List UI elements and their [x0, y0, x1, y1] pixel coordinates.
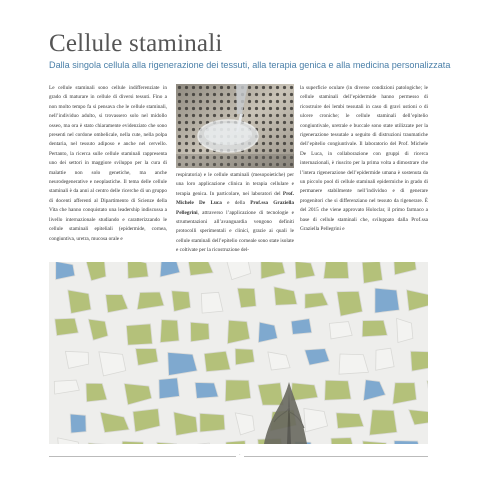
facade-panel: [235, 349, 254, 365]
column-2-paragraph: [176, 171, 294, 256]
facade-panel: [337, 291, 363, 316]
lab-photo: [176, 84, 294, 168]
facade-panel: [237, 288, 256, 308]
facade-panel: [362, 320, 387, 336]
facade-panel: [375, 288, 399, 313]
column-2-text-mid: e della: [221, 200, 251, 207]
column-2-text-end: , attraverso l’applicazione di tecnologie e strumentazioni all’avanguardia vengono definiti protocolli sperimentali e clinici, grazie ai quali le cellule staminali dell’epitelio corneale sono state isolate e coltivate per la ricostruzione del-: [176, 209, 294, 254]
facade-panel: [291, 319, 312, 335]
facade-panel: [188, 262, 213, 276]
facade-panel: [411, 351, 428, 371]
facade-panel: [159, 378, 180, 399]
facade-panel: [376, 348, 394, 370]
column-1-text: Le cellule staminali sono cellule indifferenziate in grado di maturare in cellule di diversi tessuti. Fino a non molto tempo fa si pensava che le cellule staminali, nell’individuo adulto, si trovassero solo nel midollo osseo, ma ora è stato chiaramente evidenziato che sono presenti nel cordone ombelicale, nella cute, nella polpa dentaria, nel tessuto adiposo e anche nel cervello. Pertanto, la ricerca sulle cellule staminali rappresenta uno dei settori in maggiore sviluppo per la cura di malattie non solo genetiche, ma anche neurodegenerative e neoplastiche. Il tema delle cellule staminali è da anni al centro delle ricerche di un gruppo di docenti afferenti al Dipartimento di Scienze della Vita che hanno conquistato una leadership indiscussa a livello internazionale studiando e caratterizzando le cellule staminali epiteliali (epidermide, cornea, congiuntiva, uretra, mucosa orale e: [49, 85, 167, 242]
column-2-text-start: respiratoria) e le cellule staminali (mesopoietiche) per una loro applicazione clinica in terapia cellulare e terapia genica. In particolare, nei laboratori del: [176, 172, 294, 197]
lab-petri-dish-image: [176, 84, 294, 168]
facade-panel: [190, 322, 209, 341]
facade-panel: [331, 438, 355, 444]
text-column-3: [300, 84, 428, 235]
facade-panel: [339, 354, 368, 374]
facade-panel: [225, 380, 251, 402]
column-3-text: la superficie oculare (in diverse condizioni patologiche; le cellule staminali dell’epidermide hanno permesso di ricostruire dei lembi tessutali in caso di gravi ustioni o di ulcere croniche; le cellule staminali dell’epitelio congiuntivale, uretrale e buccale sono state utilizzate per la rigenerazione tessutale a seguito di distruzioni traumatiche dell’epitelio congiuntivale. Il laboratorio del Prof. Michele De Luca, in collaborazione con gruppi di ricerca internazionali, è riuscito per la prima volta a dimostrare che l’intera rigenerazione dell’epidermide umana è sostenuta da un piccolo pool di cellule staminali epidermiche in grado di permanere stabilmente nell’individuo e di generare progenitori che si differenziano nel tessuto da rigenerare. È del 2015 che viene approvato Holoclar, il primo farmaco a base di cellule staminali che, sviluppato dalla Prof.ssa Graziella Pellegrini e: [300, 85, 428, 233]
facade-panel: [258, 383, 284, 405]
facade-panel: [120, 441, 146, 444]
facade-panel: [68, 290, 91, 314]
name-prof-de-luca: Prof. Michele De Luca: [176, 190, 294, 207]
facade-panel: [55, 318, 79, 335]
facade-panel: [160, 320, 179, 343]
facade-panel: [324, 262, 349, 279]
facade-panel: [127, 262, 148, 279]
facade-panel: [200, 413, 225, 432]
facade-panel: [291, 383, 318, 401]
page-subtitle: Dalla singola cellula alla rigenerazione dei tessuti, alla terapia genica e alla medicina personalizzata: [49, 60, 451, 70]
name-prof-pellegrini: Prof.ssa Graziella Pellegrini: [176, 200, 294, 216]
facade-panel: [362, 262, 382, 283]
facade-panel: [204, 351, 230, 372]
building-facade-photo: [49, 262, 428, 444]
facade-panel: [325, 380, 351, 400]
facade-panel: [126, 324, 152, 345]
page-title: Cellule staminali: [49, 30, 223, 57]
facade-panel: [336, 413, 364, 429]
facade-panel: [369, 410, 397, 435]
facade-panel: [195, 382, 218, 398]
facade-panel: [70, 414, 86, 433]
facade-image: [49, 262, 428, 444]
text-column-1: [49, 84, 167, 244]
facade-panel: [172, 291, 191, 312]
text-column-2: [176, 171, 294, 256]
facade-panel: [201, 292, 223, 313]
page-number: ·: [236, 452, 244, 458]
